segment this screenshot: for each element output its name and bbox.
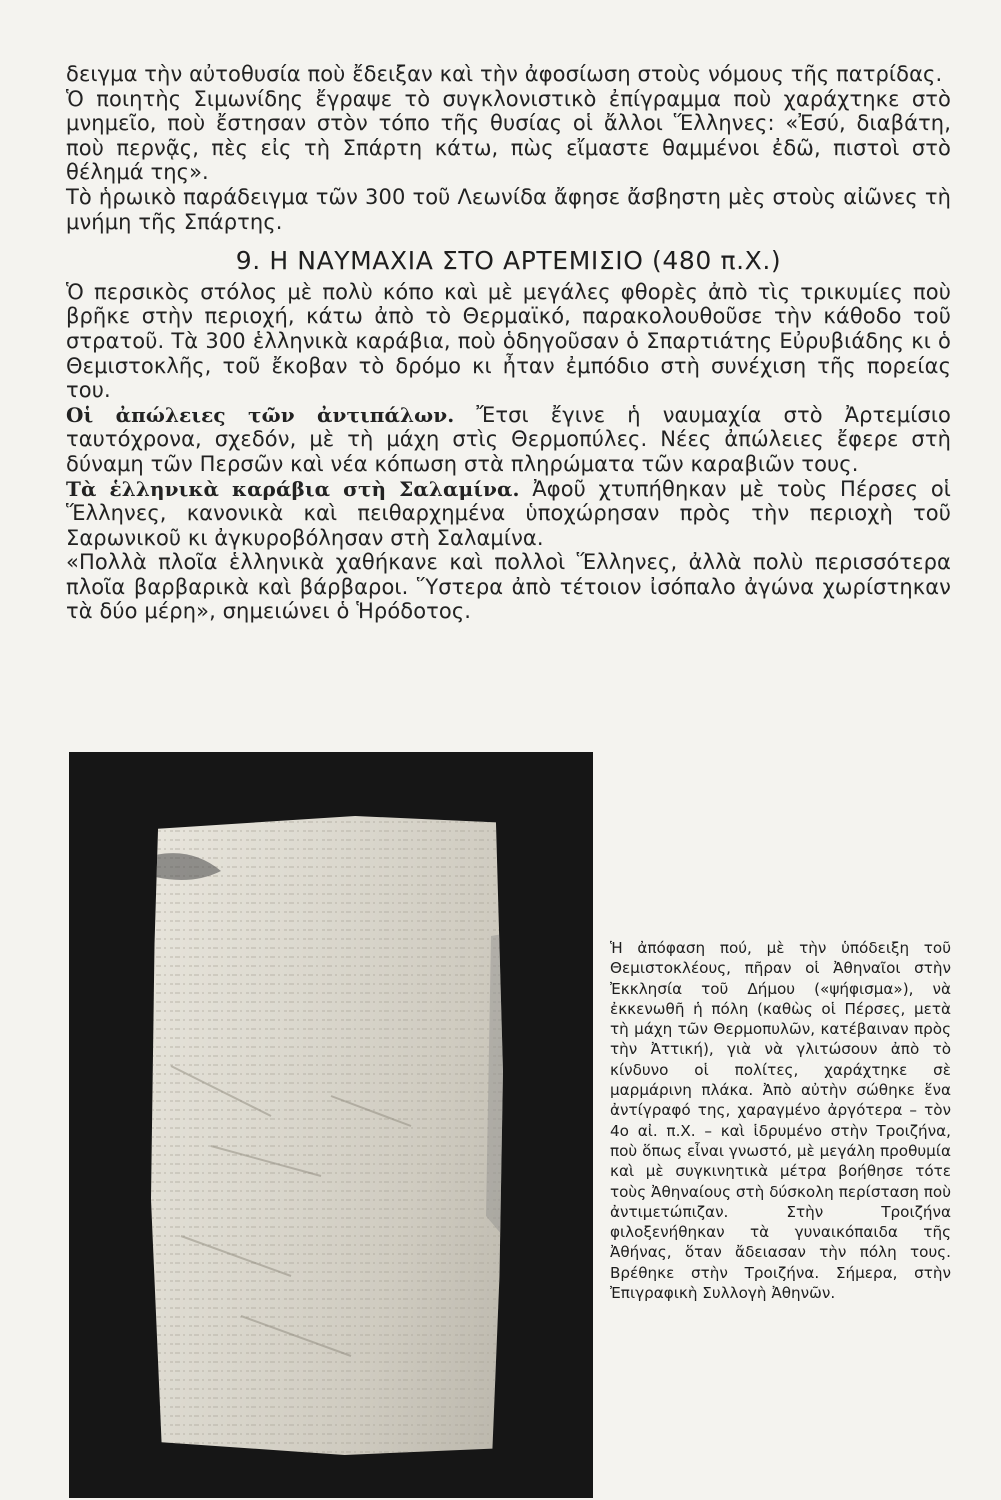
section-paragraph-2 [66,403,951,477]
section-heading: 9. Η ΝΑΥΜΑΧΙΑ ΣΤΟ ΑΡΤΕΜΙΣΙΟ (480 π.Χ.) [235,246,782,276]
subheading-salamis: Τὰ ἑλληνικὰ καράβια στὴ Σαλαμίνα. [66,476,520,501]
section-paragraph-4: «Πολλὰ πλοῖα ἑλληνικὰ χαθήκανε καὶ πολλοὶ Ἕλληνες, ἀλλὰ πολὺ περισσότερα πλοῖα βαρβαρικὰ καὶ βάρβαροι. Ὕστερα ἀπὸ τέτοιον ἰσόπαλο ἀγώνα χωρίστηκαν τὰ δύο μέρη», σημειώνει ὁ Ἡρόδοτος. [66,550,951,624]
section-paragraph-3-text: Ἀφοῦ χτυπήθηκαν μὲ τοὺς Πέρσες οἱ Ἕλληνες, κανονικὰ καὶ πειθαρχημένα ὑποχώρησαν πρὸς τὴν περιοχὴ τοῦ Σαρωνικοῦ κι ἀγκυροβόλησαν στὴ Σαλαμίνα. [66,476,951,550]
inscription-photo [69,752,593,1498]
main-text [66,62,951,624]
intro-paragraph-1: δειγμα τὴν αὐτοθυσία ποὺ ἔδειξαν καὶ τὴν ἀφοσίωση στοὺς νόμους τῆς πατρίδας. [66,62,943,86]
figure-caption: Ἡ ἀπόφαση πού, μὲ τὴν ὑπόδειξη τοῦ Θεμιστοκλέους, πῆραν οἱ Ἀθηναῖοι στὴν Ἐκκλησία τοῦ Δήμου («ψήφισμα»), νὰ ἐκκενωθῆ ἡ πόλη (καθὼς οἱ Πέρσες, μετὰ τὴ μάχη τῶν Θερμοπυλῶν, κατέβαιναν πρὸς τὴν Ἀττική), γιὰ νὰ γλιτώσουν ἀπὸ τὸ κίνδυνο οἱ πολίτες, χαράχτηκε σὲ μαρμάρινη πλάκα. Ἀπὸ αὐτὴν σώθηκε ἕνα ἀντίγραφό της, χαραγμένο ἀργότερα – τὸν 4ο αἰ. π.Χ. – καὶ ἱδρυμένο στὴν Τροιζήνα, ποὺ ὅπως εἶναι γνωστό, μὲ μεγάλη προθυμία καὶ μὲ συγκινητικὰ μέτρα βοήθησε τότε τοὺς Ἀθηναίους στὴ δύσκολη περίσταση ποὺ ἀντιμετώπιζαν. Στὴν Τροιζήνα φιλοξενήθηκαν τὰ γυναικόπαιδα τῆς Ἀθήνας, ὅταν ἄδειασαν τὴν πόλη τους. Βρέθηκε στὴν Τροιζήνα. Σήμερα, στὴν Ἐπιγραφικὴ Συλλογὴ Ἀθηνῶν. [610,939,951,1303]
intro-paragraph-2: Ὁ ποιητὴς Σιμωνίδης ἔγραψε τὸ συγκλονιστικὸ ἐπίγραμμα ποὺ χαράχτηκε στὸ μνημεῖο, ποὺ ἔστησαν στὸν τόπο τῆς θυσίας οἱ ἄλλοι Ἕλληνες: «Ἐσύ, διαβάτη, ποὺ περνᾷς, πὲς εἰς τὴ Σπάρτη κάτω, πὼς εἴμαστε θαμμένοι ἐδῶ, πιστοὶ στὸ θέλημά της». [66,86,951,185]
subheading-losses: Οἱ ἀπώλειες τῶν ἀντιπάλων. [66,402,455,427]
intro-paragraph-3: Τὸ ἡρωικὸ παράδειγμα τῶν 300 τοῦ Λεωνίδα ἄφησε ἄσβηστη μὲς στοὺς αἰῶνες τὴ μνήμη τῆς Σπάρτης. [66,184,951,234]
section-paragraph-2-text: Ἔτσι ἔγινε ἡ ναυμαχία στὸ Ἀρτεμίσιο ταυτόχρονα, σχεδόν, μὲ τὴ μάχη στὶς Θερμοπύλες. Νέες ἀπώλειες ἔφερε στὴ δύναμη τῶν Περσῶν καὶ νέα κόπωση στὰ πληρώματα τῶν καραβιῶν τους. [66,402,951,476]
section-paragraph-3 [66,477,951,551]
inscription-texture [151,816,503,1455]
marble-slab [151,816,503,1455]
section-paragraph-1: Ὁ περσικὸς στόλος μὲ πολὺ κόπο καὶ μὲ μεγάλες φθορὲς ἀπὸ τὶς τρικυμίες ποὺ βρῆκε στὴν περιοχή, κάτω ἀπὸ τὸ Θερμαϊκό, παρακολουθοῦσε τὴν κάθοδο τοῦ στρατοῦ. Τὰ 300 ἑλληνικὰ καράβια, ποὺ ὁδηγοῦσαν ὁ Σπαρτιάτης Εὐρυβιάδης κι ὁ Θεμιστοκλῆς, τοῦ ἔκοβαν τὸ δρόμο κι ἦταν ἐμπόδιο στὴ συνέχιση τῆς πορείας του. [66,279,951,403]
